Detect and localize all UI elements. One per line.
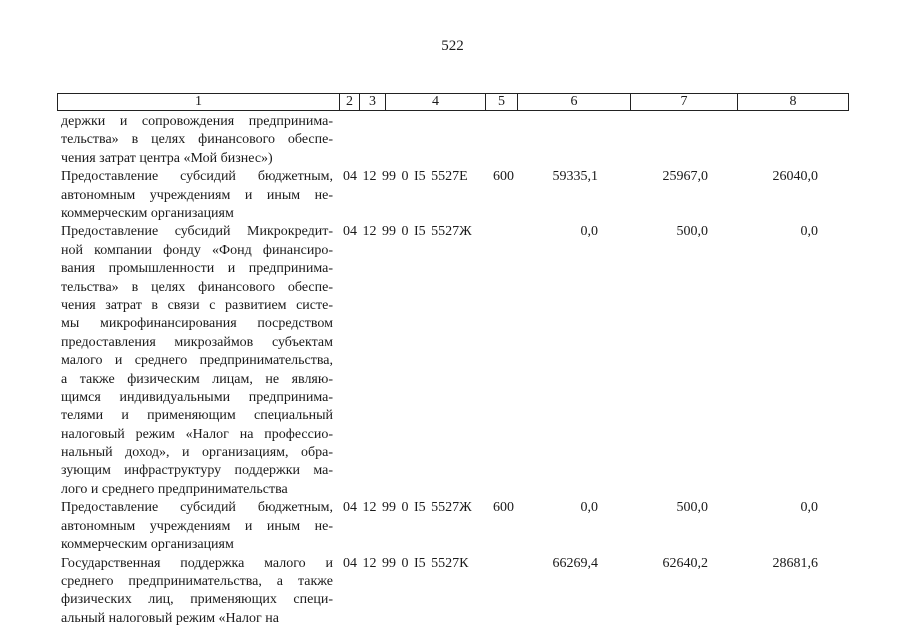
description-line: налоговый режим «Налог на профессио- xyxy=(61,426,333,442)
header-col-2: 2 xyxy=(340,94,360,110)
description-line: держки и сопровождения предпринима- xyxy=(61,114,333,129)
row-2-codes: 04 12 99 0 I5 5527Ж xyxy=(343,224,472,240)
row-3-description xyxy=(61,499,333,554)
description-line: коммерческим организациям xyxy=(61,205,234,221)
row-4-codes: 04 12 99 0 I5 5527К xyxy=(343,555,469,571)
header-col-7: 7 xyxy=(631,94,738,110)
description-line: чения затрат в связи с развитием систе- xyxy=(61,297,333,313)
row-4-value-col8: 28681,6 xyxy=(772,555,818,571)
description-line: зующим инфраструктуру поддержки ма- xyxy=(61,463,333,479)
row-1-value-col7: 25967,0 xyxy=(662,169,708,185)
header-col-5: 5 xyxy=(486,94,518,110)
description-line: Предоставление субсидий бюджетным, xyxy=(61,169,333,185)
row-2-value-col8: 0,0 xyxy=(800,224,818,240)
description-line: альный налоговый режим «Налог на xyxy=(61,610,279,626)
description-line: нальный доход», и организациям, обра- xyxy=(61,445,333,461)
description-line: автономным учреждениям и иным не- xyxy=(61,518,333,534)
page-number: 522 xyxy=(441,38,464,54)
table-header xyxy=(57,93,849,111)
description-line: а также физическим лицам, не являю- xyxy=(61,371,333,387)
description-line: тельства» в целях финансового обеспе- xyxy=(61,279,333,295)
row-1-expense-type: 600 xyxy=(493,169,514,185)
header-col-8: 8 xyxy=(789,94,797,109)
description-line: ной компании фонду «Фонд финансиро- xyxy=(61,242,333,258)
description-line: вания промышленности и предпринима- xyxy=(61,261,333,277)
description-line: предоставления микрозаймов субъектам xyxy=(61,334,333,350)
description-line: среднего предпринимательства, а также xyxy=(61,573,333,589)
row-1-value-col8: 26040,0 xyxy=(772,169,818,185)
description-line: коммерческим организациям xyxy=(61,537,234,553)
header-col-1: 1 xyxy=(58,94,340,110)
row-4-value-col6: 66269,4 xyxy=(552,555,598,571)
description-line: Предоставление субсидий Микрокредит- xyxy=(61,224,333,240)
row-1-codes: 04 12 99 0 I5 5527Е xyxy=(343,169,468,185)
row-1-description xyxy=(61,168,333,223)
description-line: щимся индивидуальными предпринима- xyxy=(61,389,333,405)
header-col-6: 6 xyxy=(518,94,631,110)
description-line: малого и среднего предпринимательства, xyxy=(61,353,333,369)
row-3-value-col6: 0,0 xyxy=(580,500,598,516)
row-2-description xyxy=(61,223,333,499)
row-3-value-col8: 0,0 xyxy=(800,500,818,516)
description-line: чения затрат центра «Мой бизнес») xyxy=(61,150,273,166)
description-line: Предоставление субсидий бюджетным, xyxy=(61,500,333,516)
row-3-value-col7: 500,0 xyxy=(676,500,708,516)
row-3-expense-type: 600 xyxy=(493,500,514,516)
header-col-4: 4 xyxy=(386,94,486,110)
description-line: телями и применяющим специальный xyxy=(61,408,333,424)
description-line: тельства» в целях финансового обеспе- xyxy=(61,132,333,148)
row-3-codes: 04 12 99 0 I5 5527Ж xyxy=(343,500,472,516)
row-2-value-col7: 500,0 xyxy=(676,224,708,240)
description-line: Государственная поддержка малого и xyxy=(61,555,333,571)
row-4-value-col7: 62640,2 xyxy=(662,555,708,571)
header-col-3: 3 xyxy=(360,94,386,110)
description-line: мы микрофинансирования посредством xyxy=(61,316,333,332)
row-0-description xyxy=(61,113,333,168)
row-4-description xyxy=(61,555,333,629)
description-line: лого и среднего предпринимательства xyxy=(61,481,288,497)
row-2-value-col6: 0,0 xyxy=(580,224,598,240)
description-line: физических лиц, применяющих специ- xyxy=(61,592,333,608)
row-1-value-col6: 59335,1 xyxy=(552,169,598,185)
description-line: автономным учреждениям и иным не- xyxy=(61,187,333,203)
